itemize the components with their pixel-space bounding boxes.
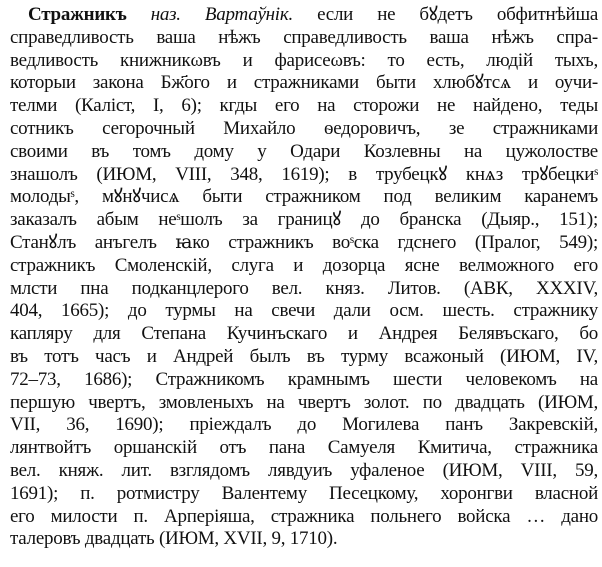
entry-line-17: 72–73, 1686); Стражникомъ крамнымъ шести человекомъ на (10, 368, 598, 390)
entry-headword: Стражникъ (28, 4, 127, 25)
entry-line-10: заказалъ абым неˢшолъ за границꙋ до бранска (Дыяр., 151); (10, 209, 598, 231)
entry-line-9: молодыˢ, мꙋнꙋчисѧ быти стражником под великим каранемъ (10, 186, 598, 208)
entry-line-18: першую чвертъ, змовленыхъ на чвертъ золот. по двадцать (ИЮМ, (10, 391, 598, 413)
entry-line-24: талеровъ двадцать (ИЮМ, XVII, 9, 1710). (10, 528, 338, 550)
entry-line-3: ведливость книжникωвъ и фарисеωвъ: то есть, людій тыхъ, (10, 49, 598, 71)
entry-line-12: стражникъ Смоленскій, слуга и дозорца ясне велможного его (10, 254, 598, 276)
entry-line-6: сотникъ сегорочный Михайло ѳедоровичъ, зе стражниками (10, 117, 598, 139)
entry-line-7: своими въ томъ дому у Одари Козлевны на цужолостве (10, 140, 598, 162)
entry-line-2: справедливость ваша нѣжъ справедливость ваша нѣжъ спра- (10, 26, 598, 48)
entry-gloss: наз. Вартаўнік. (150, 4, 293, 25)
entry-line-19: VII, 36, 1690); пріеждалъ до Могилева панъ Закревскій, (10, 414, 598, 436)
entry-line-20: лянтвойтъ оршанскій отъ пана Самуеля Кмитича, стражника (10, 437, 598, 459)
entry-line-15: капляру для Степана Кучинъскаго и Андрея Белявъскаго, бо (10, 323, 598, 345)
entry-line-text: если не бꙋдетъ обфитнѣйша (317, 4, 599, 25)
entry-line-8: знашолъ (ИЮМ, VIII, 348, 1619); в трубецкꙋ кнѧз трꙋбецкиˢ (10, 163, 598, 185)
entry-line-14: 404, 1665); до турмы на свечи дали осм. шесть. стражнику (10, 300, 598, 322)
dictionary-entry (10, 4, 598, 551)
entry-line-4: которыи закона Бж҃ого и стражниками быти хлюбꙋтсѧ и оучи- (10, 72, 598, 94)
entry-line-23: его милости п. Арперіяша, стражника польнего войска … дано (10, 505, 598, 527)
entry-line-21: вел. княж. лит. взглядомъ лявдуиъ уфаленое (ИЮМ, VIII, 59, (10, 459, 598, 481)
entry-line-22: 1691); п. ротмистру Валентему Песецкому, хоронгви власной (10, 482, 598, 504)
entry-line-13: млсти пна подканцлерого вел. княз. Литов. (АВК, XXXIV, (10, 277, 598, 299)
entry-line-11: Станꙋлъ анъгелъ ꙗко стражникъ воˢска гдснего (Пралог, 549); (10, 231, 598, 253)
entry-line-16: въ тотъ часъ и Андрей былъ въ турму всажоный (ИЮМ, IV, (10, 345, 598, 367)
entry-line-5: телми (Каліст, І, 6); кгды его на сторожи не найдено, теды (10, 95, 598, 117)
entry-line-1 (10, 4, 598, 27)
